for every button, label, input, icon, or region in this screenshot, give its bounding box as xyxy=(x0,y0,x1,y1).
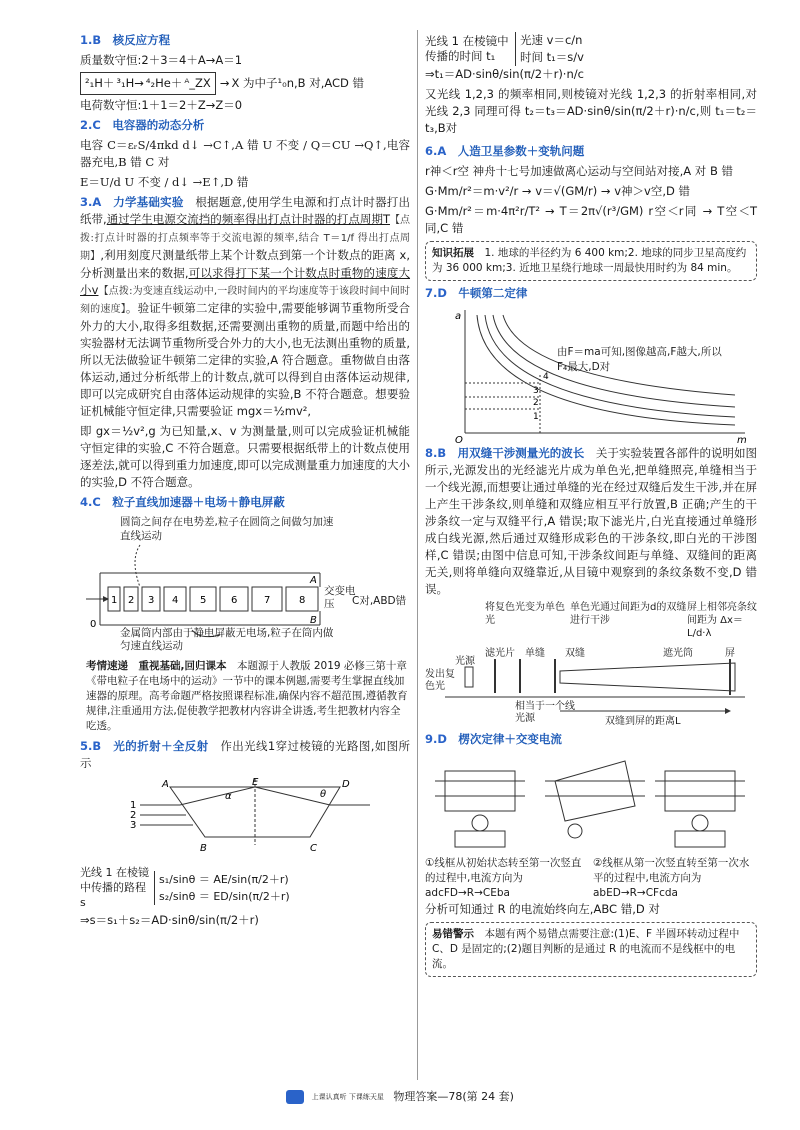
vertex-b: B xyxy=(200,843,207,854)
axis-m: m xyxy=(737,435,747,445)
vertex-d: D xyxy=(342,779,350,790)
tube-label: 6 xyxy=(231,595,238,606)
ray-3: 3 xyxy=(130,820,137,831)
answer-3: 3.A 力学基础实验 根据题意,使用学生电源和打点计时器打出纸带,通过学生电源交流挡的频率得出打点计时器的打点周期T【点拨:打点计时器的打点频率等于交流电源的频率,结合 T＝1/f 得出打点周期】,利用刻度尺测量纸带上某个计数点到第一个计数点的距离 x,分析测量出来的数据,可以求得打下某一个计数点时重物的速度大小v【点拨:为变速直线运动中,一段时间内的平均速度等于该段时间中间时刻的速度】。验证牛顿第二定律的实验中,需要能够调节重物所受合外力的大小,取得多组数据,还需要测出重物的质量,而题中给出的实验器材无法调节重物所受合外力的大小,也无法测出重物的质量,所以无法做验证牛顿第二定律的实验,A 符合题意。重物做自由落体运动,通过分析纸带上的计数点,就可以得到自由落体运动规律,即可以完成研究自由落体运动规律的实验,B 不符合题意。想要验证机械能守恒定律,只需要验证 mgx＝½mv², 即 gx＝½v²,g 为已知量,x、v 为测量量,则可以完成验证机械能守恒定律的实验,C 不符合题意。只需要根据纸带上的计数点使用逐差法,就可以得到重力加速度,即可以完成测量重力加速度的大小的实验,D 不符合题意。 xyxy=(80,195,411,489)
path-label: 光线 1 在棱镜中传播的路程 s xyxy=(80,866,149,909)
fig-note-2: 单色光通过间距为d的双缝进行干涉 xyxy=(570,602,687,626)
tube-label: 5 xyxy=(200,595,207,606)
answer-6 xyxy=(425,143,757,281)
answer-5: 5.B 光的折射＋全反射 作出光线1穿过棱镜的光路图,如图所示 A E D B C 1 2 3 α θ 光线 1 在棱镜中传播的路程 s s₁/sinθ ＝ AE/sin(π/2＋r) s₂/sinθ ＝ ED/sin(π/2＋r) ⇒s＝s₁＋s₂＝AD·sinθ/sin(π/2＋r) xyxy=(80,739,411,927)
tube-label: 8 xyxy=(299,595,306,606)
caption-1: ①线框从初始状态转至第一次竖直的过程中,电流方向为 adcFD→R→CEba xyxy=(425,857,582,899)
angle-alpha: α xyxy=(225,791,232,802)
answer-1 xyxy=(80,32,410,114)
terminal-b: B xyxy=(310,615,317,626)
charge-conservation: 电荷数守恒:1＋1＝2＋Z→Z＝0 xyxy=(80,98,243,112)
answer-4 xyxy=(80,494,410,734)
terminal-a: A xyxy=(310,575,317,586)
conclusion: X 为中子¹₀n,B 对,ACD 错 xyxy=(231,76,365,90)
answer-number: 1.B xyxy=(80,33,102,47)
topic-title: 力学基础实验 xyxy=(113,195,184,209)
answer-2 xyxy=(80,117,410,191)
topic-title: 人造卫星参数＋变轨问题 xyxy=(457,144,585,158)
unknown-x: ᴬ_ZX xyxy=(184,76,211,90)
answer-8: 8.B 用双缝干涉测量光的波长 关于实验装置各部件的说明如图所示,光源发出的光经滤光片成为单色光,把单缝照亮,单缝相当于一个线光源,而想要让通过单缝的光在经过双缝后发生干涉,并在屏上产生干涉条纹,则单缝和双缝应相互平行放置,B 正确;产生的干涉条纹一定与双缝平行,A 错误;取下滤光片,白光直接通过单缝形成白线光源,然后通过双缝形成彩色的干涉条纹,即白光的干涉图样,C 错误;由图中信息可知,干涉条纹间距与单缝、双缝间的距离无关,则将单缝向双缝靠近,从目镜中观察到的条纹条数不变,D 错误。 将复色光变为单色光 单色光通过间距为d的双缝进行干涉 屏上相邻亮条纹间距为 Δx＝L/d·λ 光源 滤光片 单缝 双缝 遮光筒 屏 发出复色光 相当于一个线光源 双缝到屏的距离L xyxy=(425,445,757,731)
ac-voltage-label: 交变电压 xyxy=(324,585,356,610)
figure-top-note: 圆筒之间存在电势差,粒子在圆筒之间做匀加速直线运动 xyxy=(120,516,334,542)
column-divider xyxy=(417,30,418,1080)
result-label: C对,ABD错 xyxy=(352,595,407,607)
topic-title: 电容器的动态分析 xyxy=(112,118,205,132)
tritium: ³₁H→ xyxy=(116,76,144,90)
path-result: ⇒s＝s₁＋s₂＝AD·sinθ/sin(π/2＋r) xyxy=(80,913,259,927)
topic-title: 粒子直线加速器＋电场＋静电屏蔽 xyxy=(112,495,285,509)
label-tube: 遮光筒 xyxy=(663,648,693,659)
answer-number: 3.A xyxy=(80,195,102,209)
axis-origin: O xyxy=(455,435,463,445)
answer-number: 4.C xyxy=(80,495,101,509)
point-e: E xyxy=(252,777,259,788)
orbit-line-1: r神＜r空 神舟十七号加速做离心运动与空间站对接,A 对 B 错 xyxy=(425,164,733,178)
deuterium: ²₁H＋ xyxy=(85,76,115,90)
tube-label: 4 xyxy=(172,595,179,606)
light-speed: 光速 v＝c/n xyxy=(520,33,583,47)
answer-number: 9.D xyxy=(425,732,447,746)
vertex-a: A xyxy=(162,779,169,790)
warning-box: 易错警示 本题有两个易错点需要注意:(1)E、F 半圆环转动过程中 C、D 是固定的;(2)题目判断的是通过 R 的电流而不是线框中的电流。 xyxy=(425,922,757,977)
answer-5-continued xyxy=(425,32,757,137)
label-emit: 发出复色光 xyxy=(425,669,455,692)
curve-mark: 2 xyxy=(533,398,539,408)
label-line-source: 相当于一个线光源 xyxy=(515,701,575,724)
fig-note-1: 将复色光变为单色光 xyxy=(485,602,565,626)
newton-graph xyxy=(425,305,757,445)
right-column xyxy=(425,32,757,981)
ray-2: 2 xyxy=(130,810,137,821)
answer-number: 2.C xyxy=(80,118,101,132)
generator-diagrams xyxy=(425,751,755,851)
prism-diagram xyxy=(80,775,410,860)
ray-1: 1 xyxy=(130,800,137,811)
answer-number: 7.D xyxy=(425,286,447,300)
origin-label: 0 xyxy=(90,619,97,630)
field-line: E＝U/d U 不变 / d↓ →E↑,D 错 xyxy=(80,175,249,189)
caption-2: ②线框从第一次竖直转至第一次水平的过程中,电流方向为 abED→R→CFcda xyxy=(593,857,750,899)
brand-slogan: 上课认真听 下课练天星 xyxy=(311,1093,384,1101)
label-distance: 双缝到屏的距离L xyxy=(605,716,681,727)
label-screen: 屏 xyxy=(725,648,735,659)
answer-number: 6.A xyxy=(425,144,447,158)
curve-mark: 1 xyxy=(533,412,539,422)
page-number: 物理答案—78(第 24 套) xyxy=(393,1090,514,1103)
linear-accelerator-figure xyxy=(80,515,410,655)
nuclear-equation: ²₁H＋ ³₁H→ ⁴₂He＋ ᴬ_ZX → X 为中子¹₀n,B 对,ACD 错 xyxy=(80,72,410,95)
label-filter: 滤光片 xyxy=(485,648,515,659)
axis-a: a xyxy=(455,311,462,322)
answer-9 xyxy=(425,731,757,977)
tube-label: 7 xyxy=(264,595,271,606)
knowledge-box: 知识拓展 1. 地球的半径约为 6 400 km;2. 地球的同步卫星高度约为 36 000 km;3. 近地卫星绕行地球一周最快用时约为 84 min。 xyxy=(425,241,757,281)
brand-logo-icon xyxy=(286,1090,304,1104)
helium: ⁴₂He＋ xyxy=(145,76,183,90)
left-column xyxy=(80,32,410,932)
curve-mark: 3 xyxy=(533,386,539,396)
path-s1: s₁/sinθ ＝ AE/sin(π/2＋r) xyxy=(159,872,289,886)
mass-conservation: 质量数守恒:2＋3＝4＋A→A＝1 xyxy=(80,53,243,67)
angle-theta: θ xyxy=(320,789,327,800)
time-label: 光线 1 在棱镜中传播的时间 t₁ xyxy=(425,34,509,63)
tube-label: 2 xyxy=(128,595,135,606)
current-result: 分析可知通过 R 的电流始终向左,ABC 错,D 对 xyxy=(425,902,660,916)
page-footer xyxy=(0,1088,800,1104)
topic-title: 光的折射＋全反射 xyxy=(113,739,209,753)
capacitance-line: 电容 C＝εᵣS/4πkd d↓ →C↑,A 错 U 不变 / Q＝CU →Q↑,电容器充电,B 错 C 对 xyxy=(80,138,410,169)
time-conclusion: 又光线 1,2,3 的频率相同,则棱镜对光线 1,2,3 的折射率相同,对光线 2,3 同理可得 t₂＝t₃＝AD·sinθ/sin(π/2＋r)·n/c,则 t₁＝t₂＝t₃,B对 xyxy=(425,87,757,135)
label-double-slit: 双缝 xyxy=(565,648,585,659)
graph-note: 由F＝ma可知,图像越高,F越大,所以F₄最大,D对 xyxy=(557,346,722,373)
label-source: 光源 xyxy=(455,656,475,667)
topic-title: 牛顿第二定律 xyxy=(458,286,528,300)
tube-label: 1 xyxy=(111,595,118,606)
topic-title: 用双缝干涉测量光的波长 xyxy=(457,446,585,460)
figure-bottom-note: 金属筒内部由于静电屏蔽无电场,粒子在筒内做匀速直线运动 xyxy=(120,627,334,652)
answer-number: 8.B xyxy=(425,446,447,460)
answer-7 xyxy=(425,285,757,445)
answer-number: 5.B xyxy=(80,739,102,753)
double-slit-figure xyxy=(425,601,757,731)
topic-title: 核反应方程 xyxy=(112,33,171,47)
topic-title: 楞次定律＋交变电流 xyxy=(458,732,562,746)
fig-note-3: 屏上相邻亮条纹间距为 Δx＝L/d·λ xyxy=(687,602,757,639)
orbit-line-3: G·Mm/r²＝m·4π²r/T² → T＝2π√(r³/GM) r空＜r同 → T空＜T同,C 错 xyxy=(425,204,757,235)
orbit-line-2: G·Mm/r²＝m·v²/r → v＝√(GM/r) → v神＞v空,D 错 xyxy=(425,184,690,198)
time-result: ⇒t₁＝AD·sinθ/sin(π/2＋r)·n/c xyxy=(425,67,584,81)
path-s2: s₂/sinθ ＝ ED/sin(π/2＋r) xyxy=(159,889,290,903)
curve-mark: 4 xyxy=(543,372,549,382)
travel-time: 时间 t₁＝s/v xyxy=(520,50,584,64)
tube-label: 3 xyxy=(148,595,155,606)
exam-tip-box: 考情速递 重视基础,回归课本 本题源于人教版 2019 必修三第十章《带电粒子在电场中的运动》一节中的课本例题,需要考生掌握直线加速器的原理。高考命题严格按照课程标准,确保内容不超范围,遵循教育规律,注重通用方法,促使教学把教材内容讲全讲透,考生把教材内容全吃透。 xyxy=(86,660,408,732)
label-slit: 单缝 xyxy=(525,648,545,659)
path-derivation xyxy=(80,865,410,910)
vertex-c: C xyxy=(310,843,317,854)
